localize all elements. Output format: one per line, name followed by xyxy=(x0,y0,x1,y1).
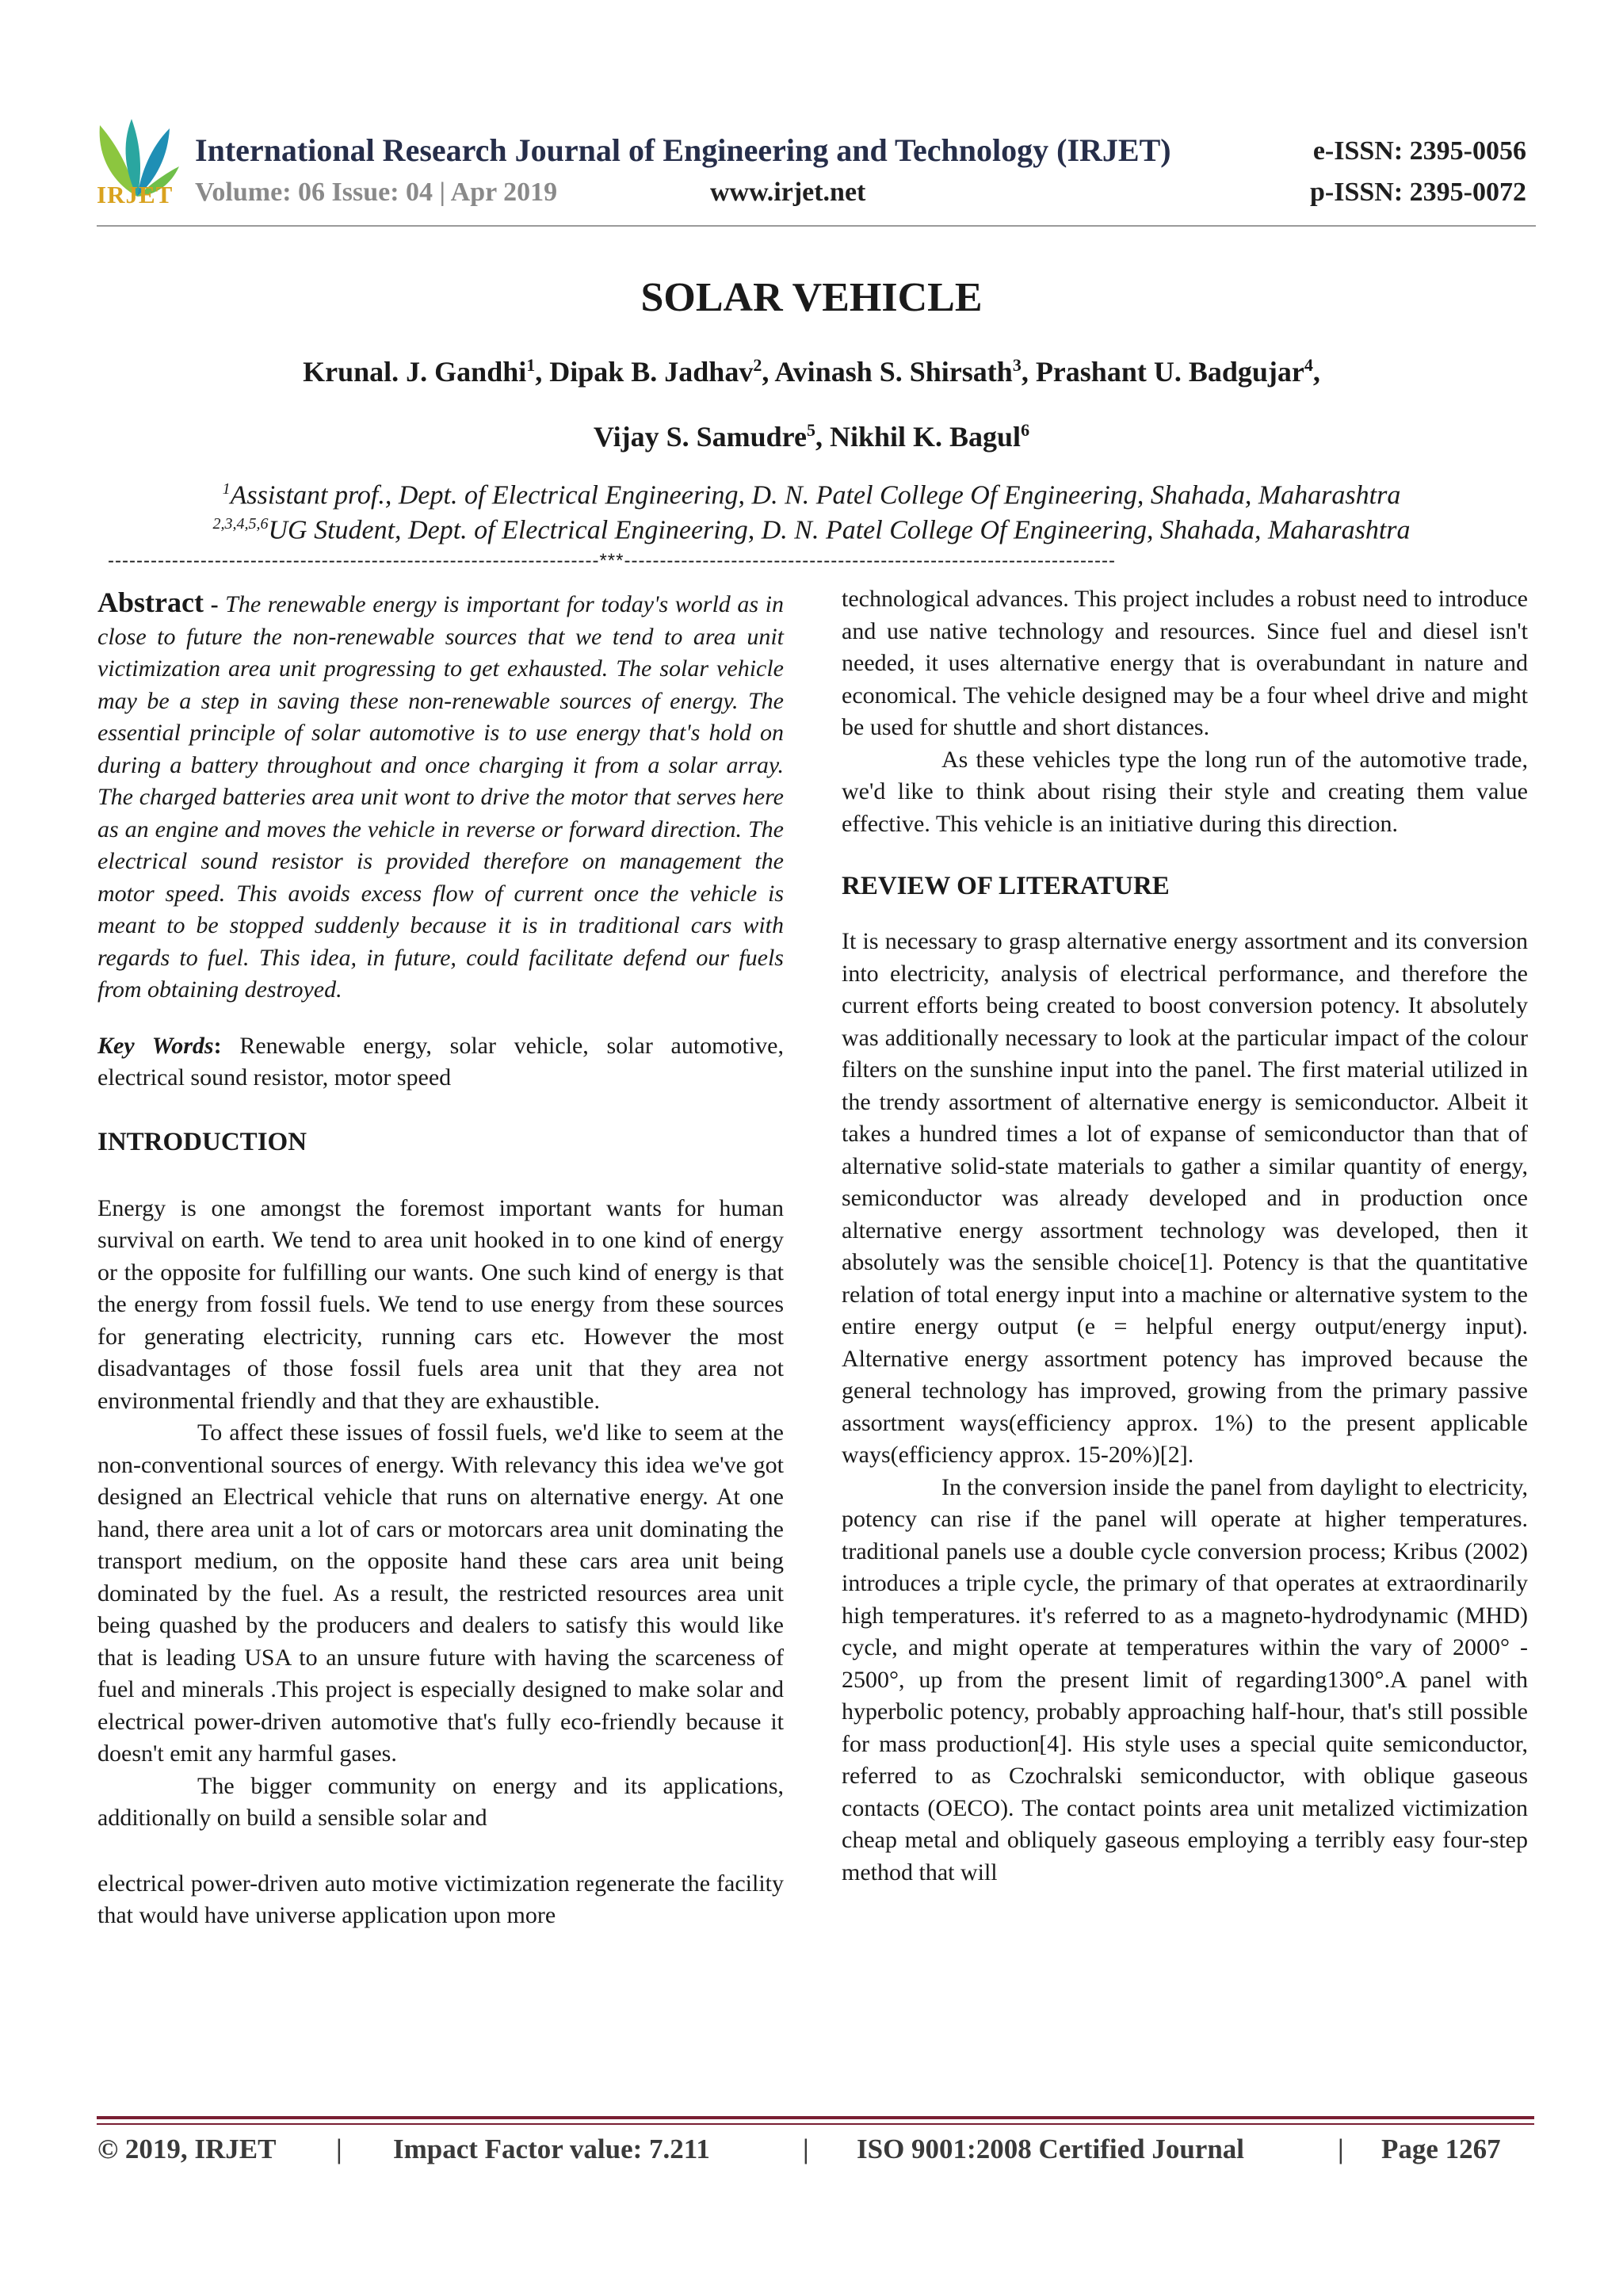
author-mark: 1 xyxy=(526,355,536,375)
author-name: Dipak B. Jadhav xyxy=(549,356,754,388)
footer-copyright: © 2019, IRJET xyxy=(97,2134,277,2164)
author-line: Vijay S. Samudre$^5$, Nikhil K. Bagul$^6$ xyxy=(593,420,1030,453)
author-name: Krunal. J. Gandhi xyxy=(303,356,527,388)
left-column xyxy=(97,586,784,1932)
p-issn: p-ISSN: 2395-0072 xyxy=(1310,178,1526,207)
author-name: Nikhil K. Bagul xyxy=(829,421,1022,453)
author-mark: 6 xyxy=(1021,420,1030,440)
abstract-text: The renewable energy is important for today's world as in close to future the non-renewable sources that we tend to area unit victimization area unit progressing to get exhausted. The solar vehicle may be a step in saving these non-renewable sources of energy. The essential principle of solar automotive is to use energy that's hold on during a battery throughout and once charging it from a solar array. The charged batteries area unit wont to drive the motor that serves here as an engine and moves the vehicle in reverse or forward direction. The electrical sound resistor is provided therefore on management the motor speed. This avoids excess flow of current once the vehicle is meant to be stopped suddenly because it is in traditional cars with regards to fuel. This idea, in future, could facilitate defend our fuels from obtaining destroyed. xyxy=(97,591,784,1003)
section-divider: ---------------------------------------------------------------------***--------------------------------------------------------------------- xyxy=(108,550,1116,571)
author-mark: 4 xyxy=(1304,355,1313,375)
footer-rule xyxy=(97,2116,1534,2119)
right-column xyxy=(842,583,1528,1889)
paper-title: SOLAR VEHICLE xyxy=(640,275,983,320)
author-mark: 5 xyxy=(806,420,815,440)
paragraph: In the conversion inside the panel from daylight to electricity, potency can rise if the panel will operate at higher temperatures. traditional panels use a double cycle conversion process; Kribus (2002) introduces a triple cycle, the primary of that operates at extraordinarily high temperatures. it's referred to as a magneto-hydrodynamic (MHD) cycle, and might operate at temperatures within the vary of 2000° - 2500°, up from the present limit of regarding1300°.A panel with hyperbolic potency, probably approaching half-hour, that's still possible for mass production[4]. His style uses a special quite semiconductor, referred to as Czochralski semiconductor, with oblique gaseous contacts (OECO). The contact points area unit metalized victimization cheap metal and obliquely gaseous employing a terribly easy four-step method that will xyxy=(842,1473,1528,1885)
footer-separator: | xyxy=(803,2134,809,2164)
paragraph: Energy is one amongst the foremost important wants for human survival on earth. We tend to area unit hooked in to one kind of energy or the opposite for fulfilling our wants. One such kind of energy is that the energy from fossil fuels. We tend to use energy from these sources for generating electricity, running cars etc. However the most disadvantages of those fossil fuels area unit that they area not environmental friendly and that they are exhaustible. xyxy=(97,1194,784,1414)
author-line: Krunal. J. Gandhi$^1$, Dipak B. Jadhav$^2$, Avinash S. Shirsath$^3$, Prashant U. Badgujar$^4$, xyxy=(303,355,1320,388)
paragraph: As these vehicles type the long run of the automotive trade, we'd like to think about rising their style and creating them value effective. This vehicle is an initiative during this direction. xyxy=(842,746,1528,837)
header-divider xyxy=(97,225,1536,227)
footer-rule xyxy=(97,2123,1534,2125)
paragraph: technological advances. This project includes a robust need to introduce and use native technology and resources. Since fuel and diesel isn't needed, it uses alternative energy that is overabundant in nature and economical. The vehicle designed may be a four wheel drive and might be used for shuttle and short distances. xyxy=(842,586,1528,740)
paragraph: electrical power-driven auto motive victimization regenerate the facility that would have universe application upon more xyxy=(97,1870,784,1928)
keywords: Key Words: Renewable energy, solar vehicle, solar automotive, electrical sound resistor, motor speed xyxy=(97,1032,784,1091)
abstract-heading: Abstract xyxy=(97,586,204,618)
paragraph: It is necessary to grasp alternative energy assortment and its conversion into electricity, analysis of electrical performance, and therefore the current efforts being created to boost conversion potency. It absolutely was additionally necessary to look at the particular impact of the colour filters on the sunshine input into the panel. The first material utilized in the trendy assortment of alternative energy is semiconductor. Albeit it takes a hundred times a lot of expanse of semiconductor than that of alternative solid-state materials to gather a similar quantity of energy, semiconductor was already developed and in production once alternative energy assortment technology was developed, then it absolutely was the sensible choice[1]. Potency is that the quantitative relation of total energy input into a machine or alternative system to the entire energy output (e = helpful energy output/energy input). Alternative energy assortment potency has improved because the general technology has improved, growing from the primary passive assortment ways(efficiency approx. 1%) to the present applicable ways(efficiency approx. 15-20%)[2]. xyxy=(842,928,1528,1468)
author-name: Prashant U. Badgujar xyxy=(1035,356,1304,388)
journal-website-link[interactable]: www.irjet.net xyxy=(710,178,866,207)
affiliation: $^{2,3,4,5,6}$UG Student, Dept. of Electrical Engineering, D. N. Patel College Of Engineering, Shahada, Maharashtra xyxy=(212,515,1411,545)
author-mark: 2 xyxy=(753,355,762,375)
e-issn: e-ISSN: 2395-0056 xyxy=(1312,136,1526,166)
journal-title: International Research Journal of Engineering and Technology (IRJET) xyxy=(195,132,1171,168)
author-name: Avinash S. Shirsath xyxy=(774,356,1013,388)
footer-page-number: Page 1267 xyxy=(1381,2134,1501,2164)
author-name: Vijay S. Samudre xyxy=(593,421,807,453)
section-heading-introduction: INTRODUCTION xyxy=(97,1127,307,1156)
footer-separator: | xyxy=(1338,2134,1344,2164)
paragraph: The bigger community on energy and its applications, additionally on build a sensible solar and xyxy=(97,1772,784,1831)
abstract: Abstract - The renewable energy is important for today's world as in close to future the non-renewable sources that we tend to area unit victimization area unit progressing to get exhausted. The solar vehicle may be a step in saving these non-renewable sources of energy. The essential principle of solar automotive is to use energy that's hold on during a battery throughout and once charging it from a solar array. The charged batteries area unit wont to drive the motor that serves here as an engine and moves the vehicle in reverse or forward direction. The electrical sound resistor is provided therefore on management the motor speed. This avoids excess flow of current once the vehicle is meant to be stopped suddenly because it is in traditional cars with regards to fuel. This idea, in future, could facilitate defend our fuels from obtaining destroyed. xyxy=(97,586,784,1003)
paragraph: To affect these issues of fossil fuels, we'd like to seem at the non-conventional sources of energy. With relevancy this idea we've got designed an Electrical vehicle that runs on alternative energy. At one hand, there area unit a lot of cars or motorcars area unit dominating the transport medium, on the opposite hand these cars area unit being dominated by the fuel. As a result, the restricted resources area unit being quashed by the producers and dealers to satisfy this would like that is leading USA to an unsure future with having the scarceness of fuel and minerals .This project is especially designed to make solar and electrical power-driven automotive that's fully eco-friendly because it doesn't emit any harmful gases. xyxy=(97,1419,784,1767)
footer-separator: | xyxy=(336,2134,342,2164)
author-mark: 3 xyxy=(1012,355,1022,375)
footer-impact-factor: Impact Factor value: 7.211 xyxy=(393,2134,710,2164)
logo-text: IRJET xyxy=(97,181,174,208)
affiliation: $^1$Assistant prof., Dept. of Electrical Engineering, D. N. Patel College Of Engineering, Shahada, Maharashtra xyxy=(222,480,1401,510)
footer-iso: ISO 9001:2008 Certified Journal xyxy=(857,2134,1245,2164)
keywords-label: Key Words xyxy=(97,1032,214,1059)
volume-issue: Volume: 06 Issue: 04 | Apr 2019 xyxy=(195,178,558,207)
section-heading-review: REVIEW OF LITERATURE xyxy=(842,872,1170,900)
keywords-text: Renewable energy, solar vehicle, solar automotive, electrical sound resistor, motor speed xyxy=(97,1032,784,1091)
